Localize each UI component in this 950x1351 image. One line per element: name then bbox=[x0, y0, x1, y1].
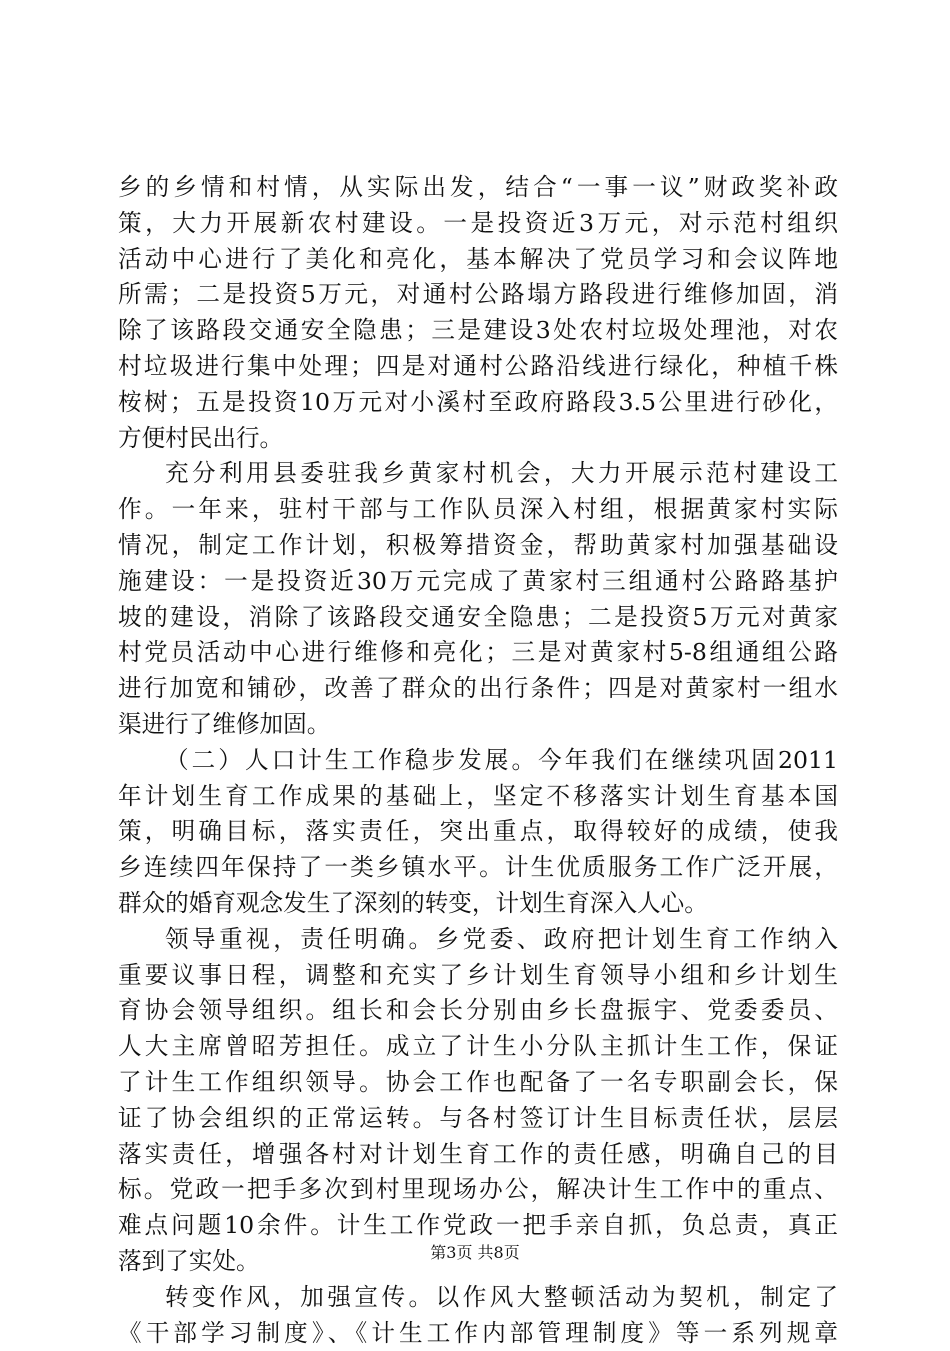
text-line: 年计划生育工作成果的基础上，坚定不移落实计划生育基本国 bbox=[118, 779, 838, 815]
text-line: 除了该路段交通安全隐患；三是建设3处农村垃圾处理池，对农 bbox=[118, 313, 838, 349]
text-line: 策，大力开展新农村建设。一是投资近3万元，对示范村组织 bbox=[118, 206, 838, 242]
text-line: 育协会领导组织。组长和会长分别由乡长盘振宇、党委委员、 bbox=[118, 993, 838, 1029]
section-heading-line: （二）人口计生工作稳步发展。今年我们在继续巩固2011 bbox=[118, 743, 838, 779]
text-line: 人大主席曾昭芳担任。成立了计生小分队主抓计生工作，保证 bbox=[118, 1029, 838, 1065]
text-line: 重要议事日程，调整和充实了乡计划生育领导小组和乡计划生 bbox=[118, 958, 838, 994]
text-line: 活动中心进行了美化和亮化，基本解决了党员学习和会议阵地 bbox=[118, 242, 838, 278]
text-line: 乡的乡情和村情，从实际出发，结合“一事一议”财政奖补政 bbox=[118, 170, 838, 206]
text-line: 渠进行了维修加固。 bbox=[118, 707, 838, 743]
text-line: 群众的婚育观念发生了深刻的转变，计划生育深入人心。 bbox=[118, 886, 838, 922]
text-line: 村垃圾进行集中处理；四是对通村公路沿线进行绿化，种植千株 bbox=[118, 349, 838, 385]
text-line: 方便村民出行。 bbox=[118, 421, 838, 457]
text-line: 落实责任，增强各村对计划生育工作的责任感，明确自己的目 bbox=[118, 1137, 838, 1173]
text-line: 坡的建设，消除了该路段交通安全隐患；二是投资5万元对黄家 bbox=[118, 600, 838, 636]
text-line: 作。一年来，驻村干部与工作队员深入村组，根据黄家村实际 bbox=[118, 492, 838, 528]
text-line: 领导重视，责任明确。乡党委、政府把计划生育工作纳入 bbox=[118, 922, 838, 958]
text-line: 情况，制定工作计划，积极筹措资金，帮助黄家村加强基础设 bbox=[118, 528, 838, 564]
text-line: 策，明确目标，落实责任，突出重点，取得较好的成绩，使我 bbox=[118, 814, 838, 850]
text-line: 乡连续四年保持了一类乡镇水平。计生优质服务工作广泛开展， bbox=[118, 850, 838, 886]
text-line: 转变作风，加强宣传。以作风大整顿活动为契机，制定了 bbox=[118, 1280, 838, 1316]
text-line: 了计生工作组织领导。协会工作也配备了一名专职副会长，保 bbox=[118, 1065, 838, 1101]
text-line: 充分利用县委驻我乡黄家村机会，大力开展示范村建设工 bbox=[118, 456, 838, 492]
body-text bbox=[118, 170, 838, 1351]
text-line: 村党员活动中心进行维修和亮化；三是对黄家村5-8组通组公路 bbox=[118, 635, 838, 671]
text-line: 标。党政一把手多次到村里现场办公，解决计生工作中的重点、 bbox=[118, 1172, 838, 1208]
text-line: 施建设：一是投资近30万元完成了黄家村三组通村公路路基护 bbox=[118, 564, 838, 600]
text-line: 难点问题10余件。计生工作党政一把手亲自抓，负总责，真正 bbox=[118, 1208, 838, 1244]
text-line: 落到了实处。 bbox=[118, 1244, 838, 1280]
text-line: 所需；二是投资5万元，对通村公路塌方路段进行维修加固，消 bbox=[118, 277, 838, 313]
text-line: 《干部学习制度》、《计生工作内部管理制度》等一系列规章 bbox=[118, 1316, 838, 1351]
text-line: 证了协会组织的正常运转。与各村签订计生目标责任状，层层 bbox=[118, 1101, 838, 1137]
page-footer: 第3页 共8页 bbox=[0, 1243, 950, 1263]
text-line: 进行加宽和铺砂，改善了群众的出行条件；四是对黄家村一组水 bbox=[118, 671, 838, 707]
text-line: 桉树；五是投资10万元对小溪村至政府路段3.5公里进行砂化， bbox=[118, 385, 838, 421]
